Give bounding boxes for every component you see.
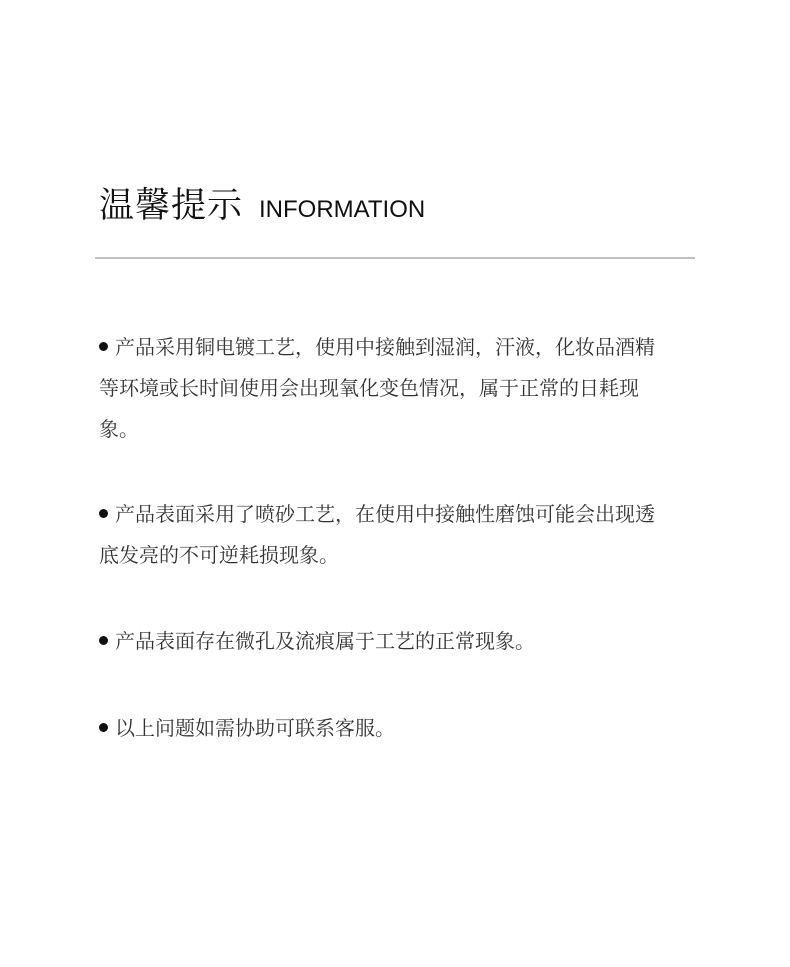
bullet-icon: [99, 636, 108, 645]
info-header: [99, 184, 425, 232]
notice-item-1: [99, 327, 674, 450]
notice-text: 产品表面存在微孔及流痕属于工艺的正常现象。: [115, 629, 535, 653]
notice-item-3: [99, 621, 674, 662]
notice-text: 产品采用铜电镀工艺，使用中接触到湿润，汗液，化妆品酒精等环境或长时间使用会出现氧化变色情况，属于正常的日耗现象。: [99, 335, 655, 441]
page-subtitle: INFORMATION: [259, 196, 426, 223]
bullet-icon: [99, 509, 108, 518]
notice-item-4: [99, 708, 674, 749]
header-divider: [95, 257, 695, 259]
notice-text: 产品表面采用了喷砂工艺，在使用中接触性磨蚀可能会出现透底发亮的不可逆耗损现象。: [99, 502, 655, 567]
notice-text: 以上问题如需协助可联系客服。: [115, 716, 395, 740]
bullet-icon: [99, 723, 108, 732]
notice-item-2: [99, 494, 674, 576]
page-title: 温馨提示: [99, 186, 244, 226]
bullet-icon: [99, 342, 108, 351]
